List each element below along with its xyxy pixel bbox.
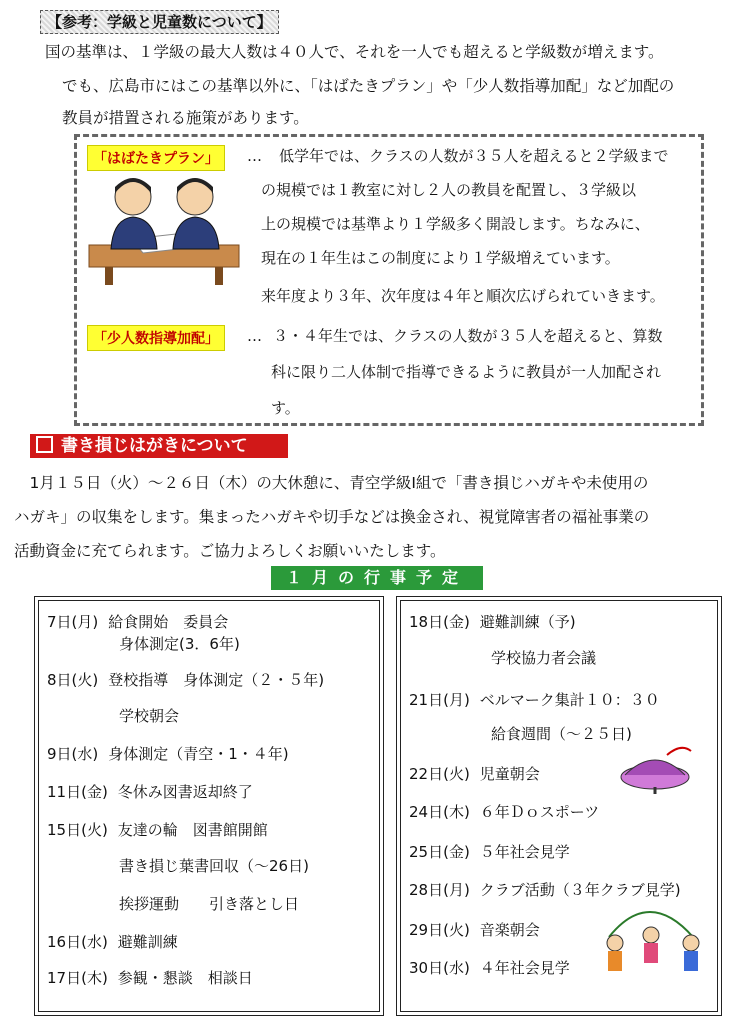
postcard-line-1: 1月１５日（火）～２６日（木）の大休憩に、青空学級Ⅰ組で「書き損じハガキや未使用の bbox=[29, 474, 649, 492]
event-date: 21日(月) bbox=[409, 691, 470, 709]
postcard-heading-text: 書き損じはがきについて bbox=[61, 436, 248, 456]
reference-title: 【参考：学級と児童数について】 bbox=[40, 10, 279, 34]
plan-line-1: 低学年では、クラスの人数が３５人を超えると２学級まで bbox=[279, 147, 669, 165]
right-event-row bbox=[409, 763, 540, 784]
event-date: 28日(月) bbox=[409, 881, 470, 899]
event-text: 書き損じ葉書回収（～26日) bbox=[119, 857, 309, 875]
postcard-line-2: ハガキ」の収集をします。集まったハガキや切手などは換金され、視覚障害者の福祉事業の bbox=[14, 508, 650, 526]
plan-lead-2: … bbox=[247, 327, 262, 345]
spinning-top-illustration bbox=[615, 737, 695, 795]
left-event-row bbox=[47, 781, 253, 802]
event-text: ５年社会見学 bbox=[479, 843, 570, 861]
event-text: 避難訓練 bbox=[117, 933, 178, 951]
plan-line-8: す。 bbox=[271, 399, 300, 417]
event-date: 15日(火) bbox=[47, 821, 108, 839]
event-text: ベルマーク集計１０：３０ bbox=[479, 691, 660, 709]
event-date: 18日(金) bbox=[409, 613, 470, 631]
event-text: 友達の輪 図書館開館 bbox=[117, 821, 268, 839]
event-text: 参観・懇談 相談日 bbox=[117, 969, 253, 987]
event-date: 25日(金) bbox=[409, 843, 470, 861]
event-text: 児童朝会 bbox=[479, 765, 540, 783]
plan-lead-1: … bbox=[247, 147, 262, 165]
left-event-row bbox=[47, 931, 178, 952]
right-event-row bbox=[409, 919, 540, 940]
event-text: 給食開始 委員会 bbox=[108, 613, 229, 631]
right-event-row bbox=[409, 611, 576, 632]
event-date: 17日(木) bbox=[47, 969, 108, 987]
students-studying-illustration bbox=[85, 169, 241, 287]
event-text: ６年Ｄｏスポーツ bbox=[479, 803, 600, 821]
event-text: クラブ活動（３年クラブ見学) bbox=[479, 881, 681, 899]
right-event-row bbox=[409, 801, 599, 822]
right-event-row bbox=[409, 689, 660, 710]
plan-line-5: 来年度より３年、次年度は４年と順次広げられていきます。 bbox=[261, 287, 665, 305]
reference-paragraph-2: でも、広島市にはこの基準以外に、「はばたきプラン」や「少人数指導加配」など加配の bbox=[62, 77, 675, 95]
plan-line-6: ３・４年生では、クラスの人数が３５人を超えると、算数 bbox=[273, 327, 663, 345]
plan-line-3: 上の規模では基準より１学級多く開設します。ちなみに、 bbox=[261, 215, 650, 233]
event-text: 給食週間（～２５日) bbox=[491, 725, 632, 743]
left-event-row bbox=[47, 669, 324, 690]
left-event-row bbox=[47, 611, 228, 632]
event-text: 身体測定（青空・1・４年) bbox=[108, 745, 289, 763]
square-icon bbox=[36, 436, 53, 453]
right-event-row bbox=[409, 957, 570, 978]
left-event-row bbox=[47, 967, 253, 988]
right-event-row bbox=[491, 647, 596, 668]
plan-line-2: の規模では１教室に対し２人の教員を配置し、３学級以 bbox=[261, 181, 637, 199]
postcard-line-3: 活動資金に充てられます。ご協力よろしくお願いいたします。 bbox=[14, 542, 446, 560]
event-date: 29日(火) bbox=[409, 921, 470, 939]
event-date: 9日(水) bbox=[47, 745, 99, 763]
event-date: 22日(火) bbox=[409, 765, 470, 783]
schedule-left-panel bbox=[34, 596, 384, 1016]
reference-paragraph-1: 国の基準は、１学級の最大人数は４０人で、それを一人でも超えると学級数が増えます。 bbox=[45, 43, 664, 61]
event-text: ４年社会見学 bbox=[479, 959, 570, 977]
postcard-heading bbox=[30, 434, 288, 458]
event-text: 学校朝会 bbox=[119, 707, 180, 725]
plan-line-7: 科に限り二人体制で指導できるように教員が一人加配され bbox=[271, 363, 662, 381]
event-text: 身体測定(3．6年) bbox=[119, 635, 240, 653]
event-date: 11日(金) bbox=[47, 783, 108, 801]
event-date: 7日(月) bbox=[47, 613, 99, 631]
plan-info-box bbox=[74, 134, 704, 426]
jump-rope-kids-illustration bbox=[593, 897, 713, 987]
event-text: 避難訓練（予) bbox=[479, 613, 576, 631]
shoninzu-tag: 「少人数指導加配」 bbox=[87, 325, 225, 351]
event-date: 24日(木) bbox=[409, 803, 470, 821]
event-text: 音楽朝会 bbox=[479, 921, 540, 939]
event-date: 30日(水) bbox=[409, 959, 470, 977]
habataki-plan-tag: 「はばたきプラン」 bbox=[87, 145, 225, 171]
left-event-row bbox=[119, 633, 240, 654]
event-text: 挨拶運動 引き落とし日 bbox=[119, 895, 300, 913]
january-schedule-banner: １月の行事予定 bbox=[271, 566, 483, 590]
left-event-row bbox=[119, 855, 309, 876]
reference-paragraph-3: 教員が措置される施策があります。 bbox=[62, 109, 309, 127]
plan-line-4: 現在の１年生はこの制度により１学級増えています。 bbox=[261, 249, 620, 267]
schedule-right-panel bbox=[396, 596, 722, 1016]
event-date: 16日(水) bbox=[47, 933, 108, 951]
left-event-row bbox=[47, 743, 289, 764]
event-date: 8日(火) bbox=[47, 671, 99, 689]
event-text: 冬休み図書返却終了 bbox=[117, 783, 253, 801]
event-text: 登校指導 身体測定（２・５年) bbox=[108, 671, 325, 689]
event-text: 学校協力者会議 bbox=[491, 649, 597, 667]
right-event-row bbox=[491, 723, 632, 744]
left-event-row bbox=[119, 705, 179, 726]
left-event-row bbox=[119, 893, 299, 914]
right-event-row bbox=[409, 841, 570, 862]
postcard-paragraph bbox=[14, 466, 736, 568]
left-event-row bbox=[47, 819, 268, 840]
